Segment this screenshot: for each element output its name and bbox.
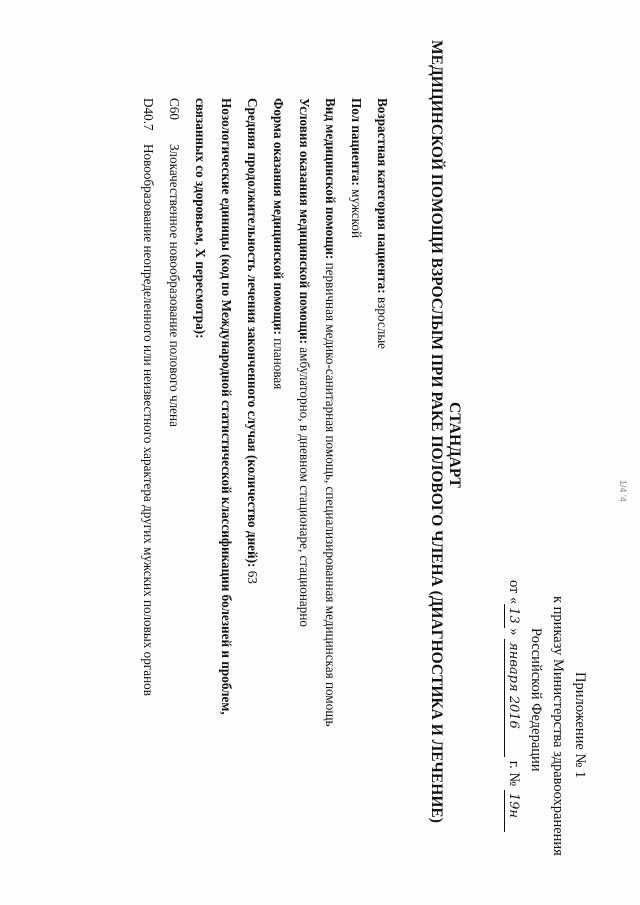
field-gender	[348, 98, 364, 238]
field-value: первичная медико-санитарная помощь, специализированная медицинская помощь	[323, 259, 338, 727]
field-duration	[244, 98, 260, 584]
field-label: Вид медицинской помощи:	[323, 98, 338, 260]
nosology-heading-line2: связанных со здоровьем, X пересмотра):	[193, 98, 208, 339]
field-label: Пол пациента:	[349, 98, 364, 186]
handwritten-number: 19н	[506, 792, 521, 818]
handwritten-day: 13	[506, 607, 521, 624]
number-field	[504, 790, 522, 832]
date-mid: »	[506, 628, 522, 640]
date-prefix: от «	[506, 580, 522, 605]
field-value: амбулаторно, в дневном стационаре, стационарно	[297, 344, 312, 628]
field-value: мужской	[349, 185, 364, 239]
handwritten-month-year: января 2016	[506, 642, 521, 729]
field-label: Возрастная категория пациента:	[375, 98, 390, 294]
diagnosis-row	[140, 98, 156, 696]
standard-heading: СТАНДАРТ	[446, 402, 463, 488]
appendix-ministry-line: Российской Федерации	[528, 628, 544, 772]
field-care-type	[322, 98, 338, 727]
scan-mark: 1/4 '4	[618, 480, 628, 502]
diagnosis-name: Новообразование неопределенного или неизвестного характера других мужских половых органов	[141, 144, 156, 696]
field-value: плановая	[271, 334, 286, 390]
diagnosis-code: C60	[167, 98, 182, 120]
year-suffix: г. №	[506, 757, 522, 787]
appendix-title: Приложение № 1	[572, 672, 588, 779]
field-label: Форма оказания медицинской помощи:	[271, 98, 286, 335]
field-care-form	[270, 98, 286, 389]
standard-subtitle: МЕДИЦИНСКОЙ ПОМОЩИ ВЗРОСЛЫМ ПРИ РАКЕ ПОЛОВОГО ЧЛЕНА (ДИАГНОСТИКА И ЛЕЧЕНИЕ)	[428, 40, 445, 823]
field-age-category	[374, 98, 390, 349]
appendix-order-line: к приказу Министерства здравоохранения	[550, 596, 566, 856]
diagnosis-row	[166, 98, 182, 427]
nosology-heading-line1: Нозологические единицы (код по Международной статистической классификации болезней и проблем,	[219, 98, 234, 715]
field-label: Условия оказания медицинской помощи:	[297, 98, 312, 344]
diagnosis-code: D40.7	[141, 98, 156, 131]
diagnosis-name: Злокачественное новообразование полового члена	[167, 144, 182, 427]
field-value: 63	[245, 567, 260, 584]
field-care-conditions	[296, 98, 312, 627]
day-field	[504, 604, 522, 628]
month-field	[504, 639, 522, 757]
field-value: взрослые	[375, 293, 390, 350]
appendix-date-line	[504, 580, 522, 832]
field-label: Средняя продолжительность лечения законченного случая (количество дней):	[245, 98, 260, 568]
